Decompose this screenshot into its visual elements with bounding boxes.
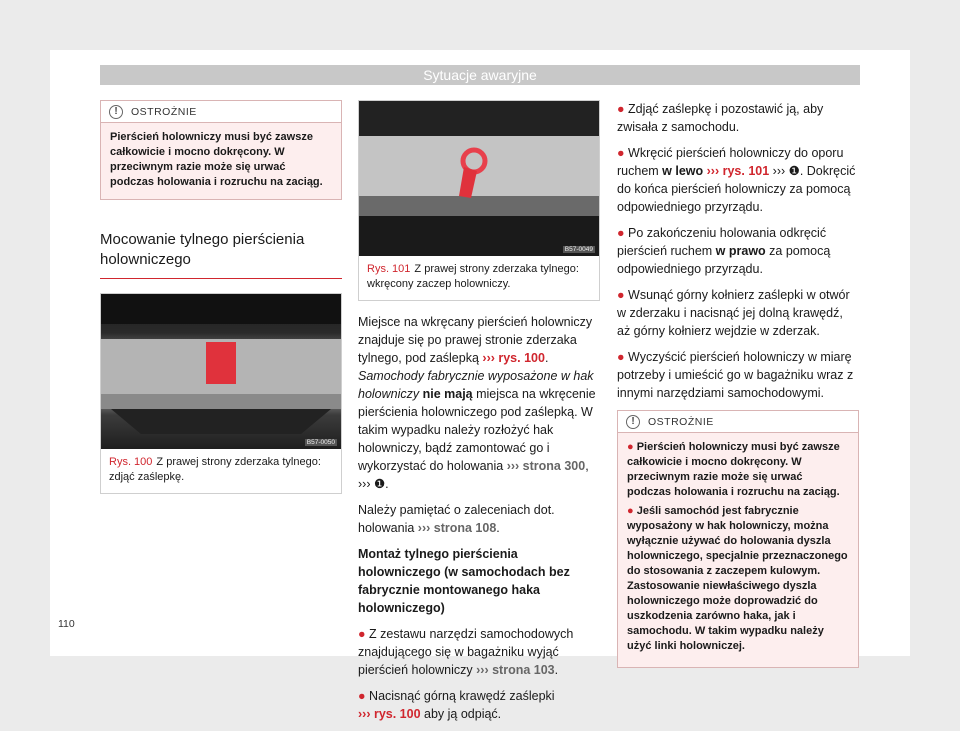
figure-100 (100, 293, 342, 494)
column-middle (358, 100, 600, 731)
link-page-300[interactable]: ››› strona 300 (506, 459, 586, 473)
column-right (617, 100, 859, 668)
page-header: Sytuacje awaryjne (100, 65, 860, 85)
link-page-108[interactable]: ››› strona 108 (417, 521, 497, 535)
warning-box (617, 410, 859, 668)
warning-title: OSTROŻNIE (648, 415, 714, 428)
red-cover-cap (206, 342, 236, 384)
list-item: ● Wkręcić pierścień holowniczy do oporu ruchem w lewo ››› rys. 101 ››› ❶. Dokręcić do końca pierścień holowniczy za pomocą odpowiedniego przyrządu. (617, 146, 856, 214)
link-page-103[interactable]: ››› strona 103 (476, 663, 555, 677)
link-fig-101[interactable]: ››› rys. 101 (706, 164, 770, 178)
figure-caption: Rys. 101 Z prawej strony zderzaka tylnego: wkręcony zaczep holowniczy. (367, 263, 579, 290)
list-item: ● Wyczyścić pierścień holowniczy w miarę potrzeby i umieścić go w bagażniku wraz z innymi narzędziami samochodowymi. (617, 350, 854, 400)
list-item: ● Wsunąć górny kołnierz zaślepki w otwór w zderzaku i nacisnąć jej dolną krawędź, aż górny kołnierz wejdzie w zderzak. (617, 288, 850, 338)
warning-text: Pierścień holowniczy musi być zawsze całkowicie i mocno dokręcony. W przeciwnym razie może się urwać podczas holowania i rozruchu na zaciąg. (110, 131, 323, 188)
body-text (617, 100, 859, 402)
warning-icon: ! (626, 415, 640, 429)
list-item: ● Po zakończeniu holowania odkręcić pierścień ruchem w prawo za pomocą odpowiedniego przyrządu. (617, 226, 831, 276)
subheading: Montaż tylnego pierścienia holowniczego (w samochodach bez fabrycznie montowanego haka holowniczego) (358, 547, 570, 615)
warning-box (100, 100, 342, 200)
link-fig-100[interactable]: ››› rys. 100 (482, 351, 545, 365)
bumper-illustration (101, 294, 341, 449)
link-fig-100[interactable]: ››› rys. 100 (358, 707, 421, 721)
bumper-photo-hook: B57-0049 (359, 101, 599, 256)
bumper-photo: B57-0050 (101, 294, 341, 449)
body-text: Miejsce na wkręcany pierścień holowniczy znajduje się po prawej stronie zderzaka tylnego, pod zaślepką ››› rys. 100. Samochody fabrycznie wyposażone w hak holowniczy nie mają miejsca na wkręcenie pierścienia holowniczego pod zaślepką. W takim wypadku należy rozłożyć hak holowniczy, bądź zamontować go i wykorzystać do holowania ››› strona 300, ››› ❶. Należy pamiętać o zaleceniach dot. holowania ››› strona 108. Montaż tylnego pierścienia holowniczego (w samochodach bez fabrycznie montowanego haka holowniczego) ● Z zestawu narzędzi samochodowych znajdującego się w bagażniku wyjąć pierścień holowniczy ››› strona 103. ● Nacisnąć górną krawędź zaślepki ››› rys. 100 aby ją odpiąć. (358, 313, 600, 723)
list-item: ● Zdjąć zaślepkę i pozostawić ją, aby zwisała z samochodu. (617, 102, 824, 134)
warning-icon: ! (109, 105, 123, 119)
section-title: Mocowanie tylnego pierścienia holowniczego (100, 230, 342, 279)
list-item: ● Z zestawu narzędzi samochodowych znajdującego się w bagażniku wyjąć pierścień holowniczy ››› strona 103. (358, 627, 574, 677)
warning-title: OSTROŻNIE (131, 105, 197, 118)
list-item: ● Nacisnąć górną krawędź zaślepki ››› rys. 100 aby ją odpiąć. (358, 689, 555, 721)
figure-caption: Rys. 100 Z prawej strony zderzaka tylnego: zdjąć zaślepkę. (109, 456, 321, 483)
warning-item: ● Jeśli samochód jest fabrycznie wyposażony w hak holowniczy, można wyłącznie używać do holowania dyszla holowniczego, specjalnie przeznaczonego do stosowania z zaczepem kulowym. Zastosowanie niewłaściwego dyszla holowniczego może doprowadzić do uszkodzenia zarówno haka, jak i samochodu. W takim wypadku należy użyć linki holowniczej. (627, 505, 848, 652)
warning-item: ● Pierścień holowniczy musi być zawsze całkowicie i mocno dokręcony. W przeciwnym razie może się urwać podczas holowania i rozruchu na zaciąg. (627, 441, 840, 498)
tow-hook-illustration (359, 101, 599, 256)
page-number: 110 (58, 618, 75, 630)
column-left (100, 100, 342, 494)
figure-101 (358, 100, 600, 301)
